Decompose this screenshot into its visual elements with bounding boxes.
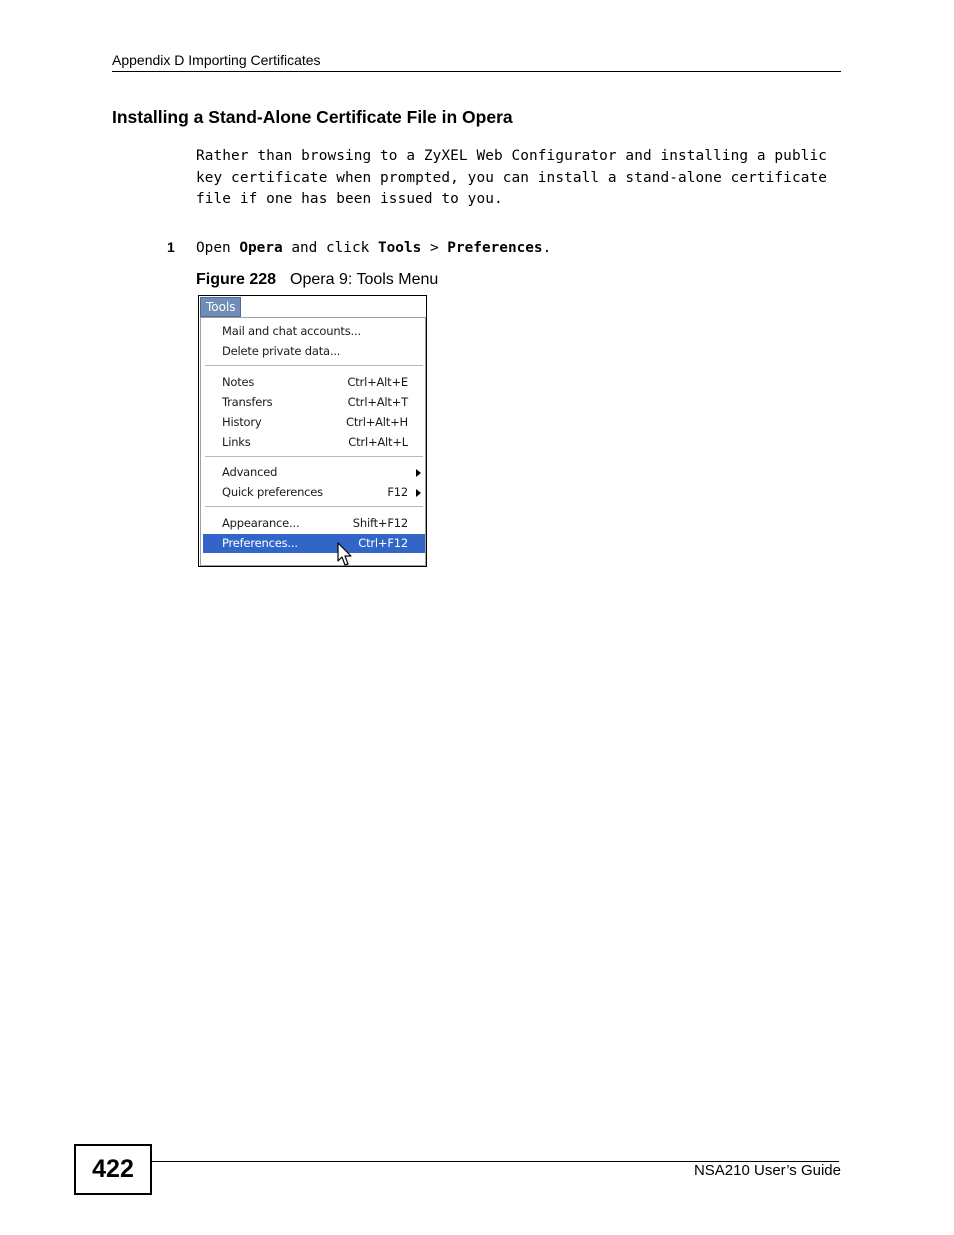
step-1 [167, 239, 551, 256]
menu-item-label: Mail and chat accounts... [222, 324, 361, 338]
menu-item-shortcut: Shift+F12 [352, 516, 408, 530]
step-text-period: . [542, 240, 552, 256]
menu-item-shortcut: Ctrl+Alt+H [346, 415, 408, 429]
intro-paragraph: Rather than browsing to a ZyXEL Web Configurator and installing a public key certificate when prompted, you can install a stand-alone certificate file if one has been issued to you. [196, 148, 827, 208]
mouse-pointer-icon [337, 542, 353, 568]
page-number: 422 [74, 1144, 152, 1195]
menu-item-shortcut: Ctrl+Alt+E [347, 375, 408, 389]
submenu-arrow-icon [416, 469, 421, 477]
menu-item-shortcut: F12 [387, 485, 408, 499]
menu-item-notes[interactable] [203, 373, 425, 392]
step-text-arrow: > [421, 240, 448, 256]
menu-item-label: Notes [222, 375, 255, 389]
step-text-open: Open [196, 240, 240, 256]
menu-separator [205, 506, 423, 508]
menu-item-advanced[interactable] [203, 463, 425, 482]
step-preferences: Preferences [447, 240, 543, 256]
menu-item-delete-private-data[interactable] [203, 342, 425, 361]
menu-item-mail-chat[interactable] [203, 322, 425, 341]
menu-item-preferences[interactable] [203, 534, 425, 553]
menu-item-label: Quick preferences [222, 485, 323, 499]
menu-item-transfers[interactable] [203, 393, 425, 412]
section-title: Installing a Stand-Alone Certificate File in Opera [112, 107, 513, 127]
menu-item-history[interactable] [203, 413, 425, 432]
step-opera: Opera [239, 240, 283, 256]
menu-item-label: Transfers [222, 395, 273, 409]
header-divider [112, 71, 841, 72]
menu-item-links[interactable] [203, 433, 425, 452]
menu-item-label: Links [222, 435, 251, 449]
figure-caption [196, 271, 438, 289]
running-header: Appendix D Importing Certificates [112, 52, 321, 68]
step-number: 1 [167, 239, 175, 255]
step-text-click: and click [282, 240, 378, 256]
menu-item-label: Delete private data... [222, 344, 341, 358]
tools-dropdown [200, 317, 426, 566]
opera-tools-menu-screenshot [198, 295, 427, 567]
menu-item-label: Preferences... [222, 536, 298, 550]
guide-title: NSA210 User’s Guide [693, 1162, 841, 1179]
menu-item-shortcut: Ctrl+Alt+L [348, 435, 408, 449]
submenu-arrow-icon [416, 489, 421, 497]
step-tools: Tools [377, 240, 422, 256]
figure-label: Figure 228 [196, 271, 277, 288]
menu-item-appearance[interactable] [203, 514, 425, 533]
menu-item-shortcut: Ctrl+F12 [358, 536, 408, 550]
figure-title: Opera 9: Tools Menu [290, 271, 439, 288]
menu-separator [205, 365, 423, 367]
menu-item-label: Advanced [222, 465, 278, 479]
menu-item-label: Appearance... [222, 516, 300, 530]
menu-item-quick-preferences[interactable] [203, 483, 425, 502]
menu-tab-tools[interactable]: Tools [200, 297, 241, 317]
menu-item-label: History [222, 415, 262, 429]
menu-separator [205, 456, 423, 458]
menu-item-shortcut: Ctrl+Alt+T [347, 395, 408, 409]
